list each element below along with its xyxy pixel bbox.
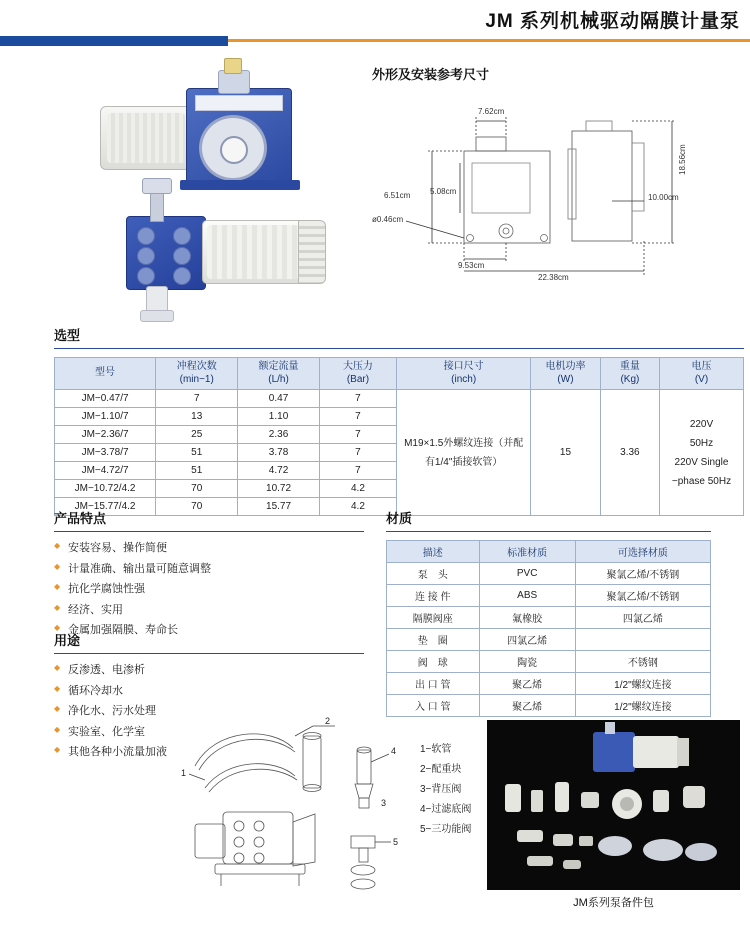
page-title: JM 系列机械驱动隔膜计量泵 [485,11,740,32]
cell-strokes: 13 [156,408,238,426]
pump-photo-lower [90,190,340,310]
col-optional: 可选择材质 [575,541,710,563]
pump-inlet-cap [142,178,172,194]
svg-text:4: 4 [391,746,397,756]
table-row [387,607,711,629]
cell-model: JM−10.72/4.2 [55,480,156,498]
legend-item: 3−背压阀 [420,784,462,795]
col-pressure: 大压力 (Bar) [319,358,396,390]
header-rule-blue [0,36,228,46]
cell-model: JM−3.78/7 [55,444,156,462]
cell-optional [575,629,710,651]
cell-desc: 出 口 管 [387,673,480,695]
accessories-svg [175,714,425,899]
col-port: 接口尺寸 (inch) [397,358,531,390]
pump-head-blue [126,216,206,290]
legend-item: 4−过滤底阀 [420,804,472,815]
cell-standard: ABS [479,585,575,607]
voltage-line-4: −phase 50Hz [671,475,732,487]
cell-model: JM−15.77/4.2 [55,498,156,516]
pump-stroke-dial [199,115,267,181]
cell-optional: 四氯乙烯 [575,607,710,629]
pump-head-bolt [173,247,191,265]
list-item: ◆ 抗化学腐蚀性强 [54,579,374,600]
cell-voltage-merged [659,390,743,516]
list-item: ◆ 循环冷却水 [54,681,374,702]
voltage-line-1: 220V [689,418,714,430]
table-header-row [387,541,711,563]
pump-head-bolt [173,267,191,285]
cell-weight-merged: 3.36 [600,390,659,516]
cell-desc: 阀 球 [387,651,480,673]
pump-head-bolt [137,247,155,265]
cell-standard: 四氯乙烯 [479,629,575,651]
cell-desc: 连 接 件 [387,585,480,607]
table-row [387,673,711,695]
pump-photo-upper [100,80,320,190]
cell-flow: 0.47 [238,390,319,408]
product-overview-section [0,52,750,322]
cell-flow: 4.72 [238,462,319,480]
cell-model: JM−0.47/7 [55,390,156,408]
cell-strokes: 70 [156,480,238,498]
spare-parts-caption: JM系列泵备件包 [573,897,654,909]
header-rule-orange [228,39,750,42]
table-row [387,585,711,607]
cell-optional: 不锈钢 [575,651,710,673]
legend-item: 5−三功能阀 [420,824,472,835]
page-header [0,0,750,52]
features-title: 产品特点 [54,508,364,532]
table-row [387,563,711,585]
col-strokes: 冲程次数 (min−1) [156,358,238,390]
pump-nameplate [195,95,283,111]
table-row [387,651,711,673]
materials-table [386,540,711,717]
dimension-drawing-block [372,64,740,281]
col-flow: 额定流量 (L/h) [238,358,319,390]
svg-text:5: 5 [393,837,399,847]
cell-flow: 3.78 [238,444,319,462]
table-row [387,629,711,651]
selection-section [54,325,746,516]
list-item: ◆ 其他各种小流量加液 [54,742,374,763]
spare-parts-photo-svg [487,720,740,890]
dimension-drawing [372,91,740,281]
dim-label-right-height: 18.56cm [678,144,687,175]
cell-pressure: 7 [319,426,396,444]
spare-parts-photo [487,720,740,890]
cell-strokes: 7 [156,390,238,408]
dimension-title: 外形及安装参考尺寸 [372,67,490,82]
cell-model: JM−1.10/7 [55,408,156,426]
materials-section [386,508,716,717]
cell-strokes: 51 [156,462,238,480]
cell-optional: 聚氯乙烯/不锈钢 [575,585,710,607]
list-item: ◆ 经济、实用 [54,600,374,621]
cell-pressure: 4.2 [319,480,396,498]
col-model: 型号 [55,358,156,390]
list-item: ◆ 实验室、化学室 [54,722,374,743]
cell-standard: 氟橡胶 [479,607,575,629]
col-power: 电机功率 (W) [531,358,601,390]
cell-port-merged: M19×1.5外螺纹连接（并配有1/4"插接软管） [397,390,531,516]
voltage-line-2: 50Hz [689,437,714,449]
col-weight: 重量 (Kg) [600,358,659,390]
dim-label-hole: ø0.46cm [372,215,404,224]
cell-standard: 聚乙烯 [479,695,575,717]
cell-optional: 聚氯乙烯/不锈钢 [575,563,710,585]
legend-item: 2−配重块 [420,764,462,775]
pump-motor-housing [100,106,192,170]
dimension-svg [372,91,740,276]
header-rule [0,36,750,46]
selection-table [54,357,744,516]
list-item: ◆ 计量准确、输出量可随意调整 [54,559,374,580]
pump-body-blue [186,88,292,186]
pump-outlet-nut [140,310,174,322]
dim-label-right-side: 10.00cm [648,193,679,202]
col-standard: 标准材质 [479,541,575,563]
accessories-legend [420,740,471,840]
materials-title: 材质 [386,508,711,532]
svg-text:1: 1 [181,768,187,778]
pump-head-bolt [137,267,155,285]
dim-label-left-upper: 6.51cm [384,191,411,200]
cell-desc: 入 口 管 [387,695,480,717]
selection-title: 选型 [54,325,744,349]
dim-label-left-inner: 5.08cm [430,187,457,196]
col-desc: 描述 [387,541,480,563]
cell-flow: 10.72 [238,480,319,498]
cell-strokes: 51 [156,444,238,462]
dim-label-bottom-small: 9.53cm [458,261,485,270]
cell-desc: 垫 圈 [387,629,480,651]
cell-pressure: 7 [319,390,396,408]
cell-power-merged: 15 [531,390,601,516]
cell-model: JM−4.72/7 [55,462,156,480]
table-header-row [55,358,744,390]
cell-model: JM−2.36/7 [55,426,156,444]
cell-desc: 隔膜阀座 [387,607,480,629]
cell-standard: 聚乙烯 [479,673,575,695]
pump-base-plate [180,180,300,190]
cell-standard: 陶瓷 [479,651,575,673]
list-item: ◆ 净化水、污水处理 [54,701,374,722]
svg-text:3: 3 [381,798,387,808]
features-section [54,508,374,641]
accessories-line-drawing [175,714,425,899]
cell-flow: 2.36 [238,426,319,444]
pump-head-bolt [173,227,191,245]
svg-text:2: 2 [325,716,331,726]
table-row [55,390,744,408]
cell-optional: 1/2"螺纹连接 [575,695,710,717]
cell-optional: 1/2"螺纹连接 [575,673,710,695]
cell-pressure: 7 [319,444,396,462]
cell-pressure: 4.2 [319,498,396,516]
pump-motor-body [202,220,304,284]
cell-flow: 15.77 [238,498,319,516]
pump-cooling-fins [298,220,326,284]
cell-pressure: 7 [319,462,396,480]
product-photos [60,62,350,312]
features-list [54,538,374,641]
uses-title: 用途 [54,630,364,654]
accessories-section [0,712,750,927]
legend-item: 1−软管 [420,744,452,755]
voltage-line-3: 220V Single [674,456,729,468]
dim-label-top: 7.62cm [478,107,505,116]
pump-head-bolt [137,227,155,245]
cell-strokes: 25 [156,426,238,444]
list-item: ◆ 安装容易、操作简便 [54,538,374,559]
list-item: ◆ 反渗透、电渗析 [54,660,374,681]
cell-strokes: 70 [156,498,238,516]
cell-pressure: 7 [319,408,396,426]
dim-label-bottom-large: 22.38cm [538,273,569,282]
col-voltage: 电压 (V) [659,358,743,390]
pump-discharge-nipple [224,58,242,74]
cell-desc: 泵 头 [387,563,480,585]
pump-inlet-stem [150,190,164,222]
cell-flow: 1.10 [238,408,319,426]
cell-standard: PVC [479,563,575,585]
list-item: ◆ 金属加强隔膜、寿命长 [54,620,374,641]
